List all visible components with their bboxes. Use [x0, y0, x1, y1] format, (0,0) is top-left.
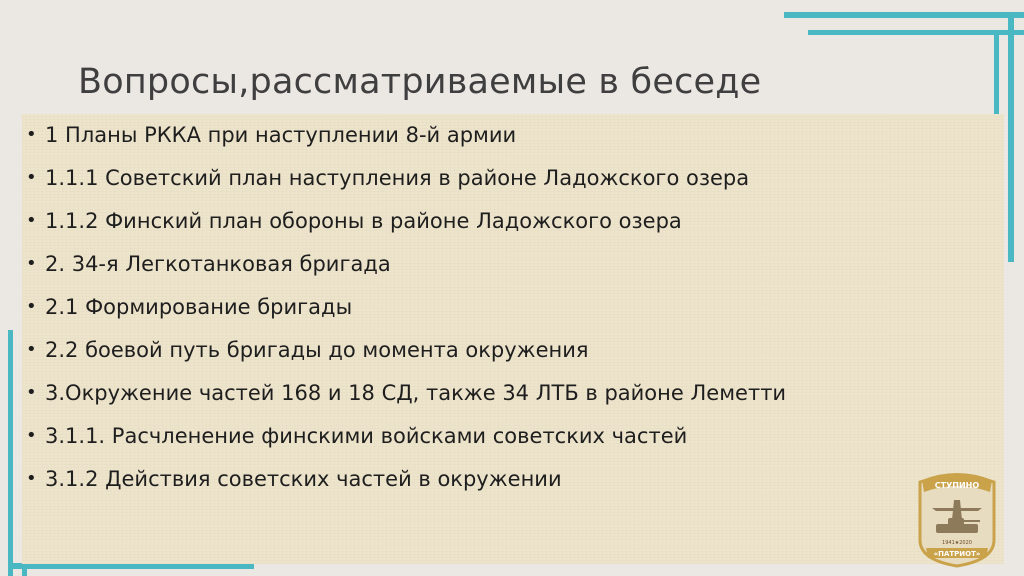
- logo-bottom-text: «ПАТРИОТ»: [933, 550, 981, 558]
- slide-title: Вопросы,рассматриваемые в беседе: [78, 62, 762, 102]
- bullet-icon: •: [26, 296, 37, 317]
- bullet-icon: •: [26, 339, 37, 360]
- patriot-logo-icon: [912, 468, 1002, 568]
- list-item-text: 1 Планы РККА при наступлении 8-й армии: [45, 123, 517, 147]
- list-item: [22, 421, 1004, 464]
- list-item-text: 1.1.1 Советский план наступления в районе Ладожского озера: [45, 166, 750, 190]
- frame-line-right-outer: [1008, 12, 1014, 262]
- frame-line-left-outer: [8, 330, 13, 576]
- list-item: [22, 249, 1004, 292]
- logo-top-text: СТУПИНО: [934, 481, 980, 490]
- list-item: [22, 120, 1004, 163]
- list-item-text: 1.1.2 Финский план обороны в районе Ладожского озера: [45, 209, 682, 233]
- list-item: [22, 206, 1004, 249]
- bullet-icon: •: [26, 468, 37, 489]
- list-item: [22, 292, 1004, 335]
- list-item-text: 2. 34-я Легкотанковая бригада: [45, 252, 391, 276]
- list-item-text: 3.1.2 Действия советских частей в окружении: [45, 467, 562, 491]
- list-item-text: 3.Окружение частей 168 и 18 СД, также 34 ЛТБ в районе Леметти: [45, 381, 787, 405]
- list-item: [22, 464, 1004, 507]
- bullet-icon: •: [26, 253, 37, 274]
- bullet-icon: •: [26, 210, 37, 231]
- frame-line-top-outer: [784, 12, 1024, 18]
- list-item: [22, 163, 1004, 206]
- bullet-icon: •: [26, 425, 37, 446]
- list-item: [22, 378, 1004, 421]
- topic-list: [22, 114, 1004, 507]
- bullet-icon: •: [26, 167, 37, 188]
- frame-line-top-inner: [808, 30, 1024, 35]
- list-item-text: 2.2 боевой путь бригады до момента окружения: [45, 338, 589, 362]
- list-item: [22, 335, 1004, 378]
- bullet-icon: •: [26, 124, 37, 145]
- list-item-text: 2.1 Формирование бригады: [45, 295, 353, 319]
- logo-small-text: 1941★2020: [942, 540, 972, 546]
- bullet-icon: •: [26, 382, 37, 403]
- list-item-text: 3.1.1. Расчленение финскими войсками советских частей: [45, 424, 688, 448]
- content-box: [22, 114, 1004, 564]
